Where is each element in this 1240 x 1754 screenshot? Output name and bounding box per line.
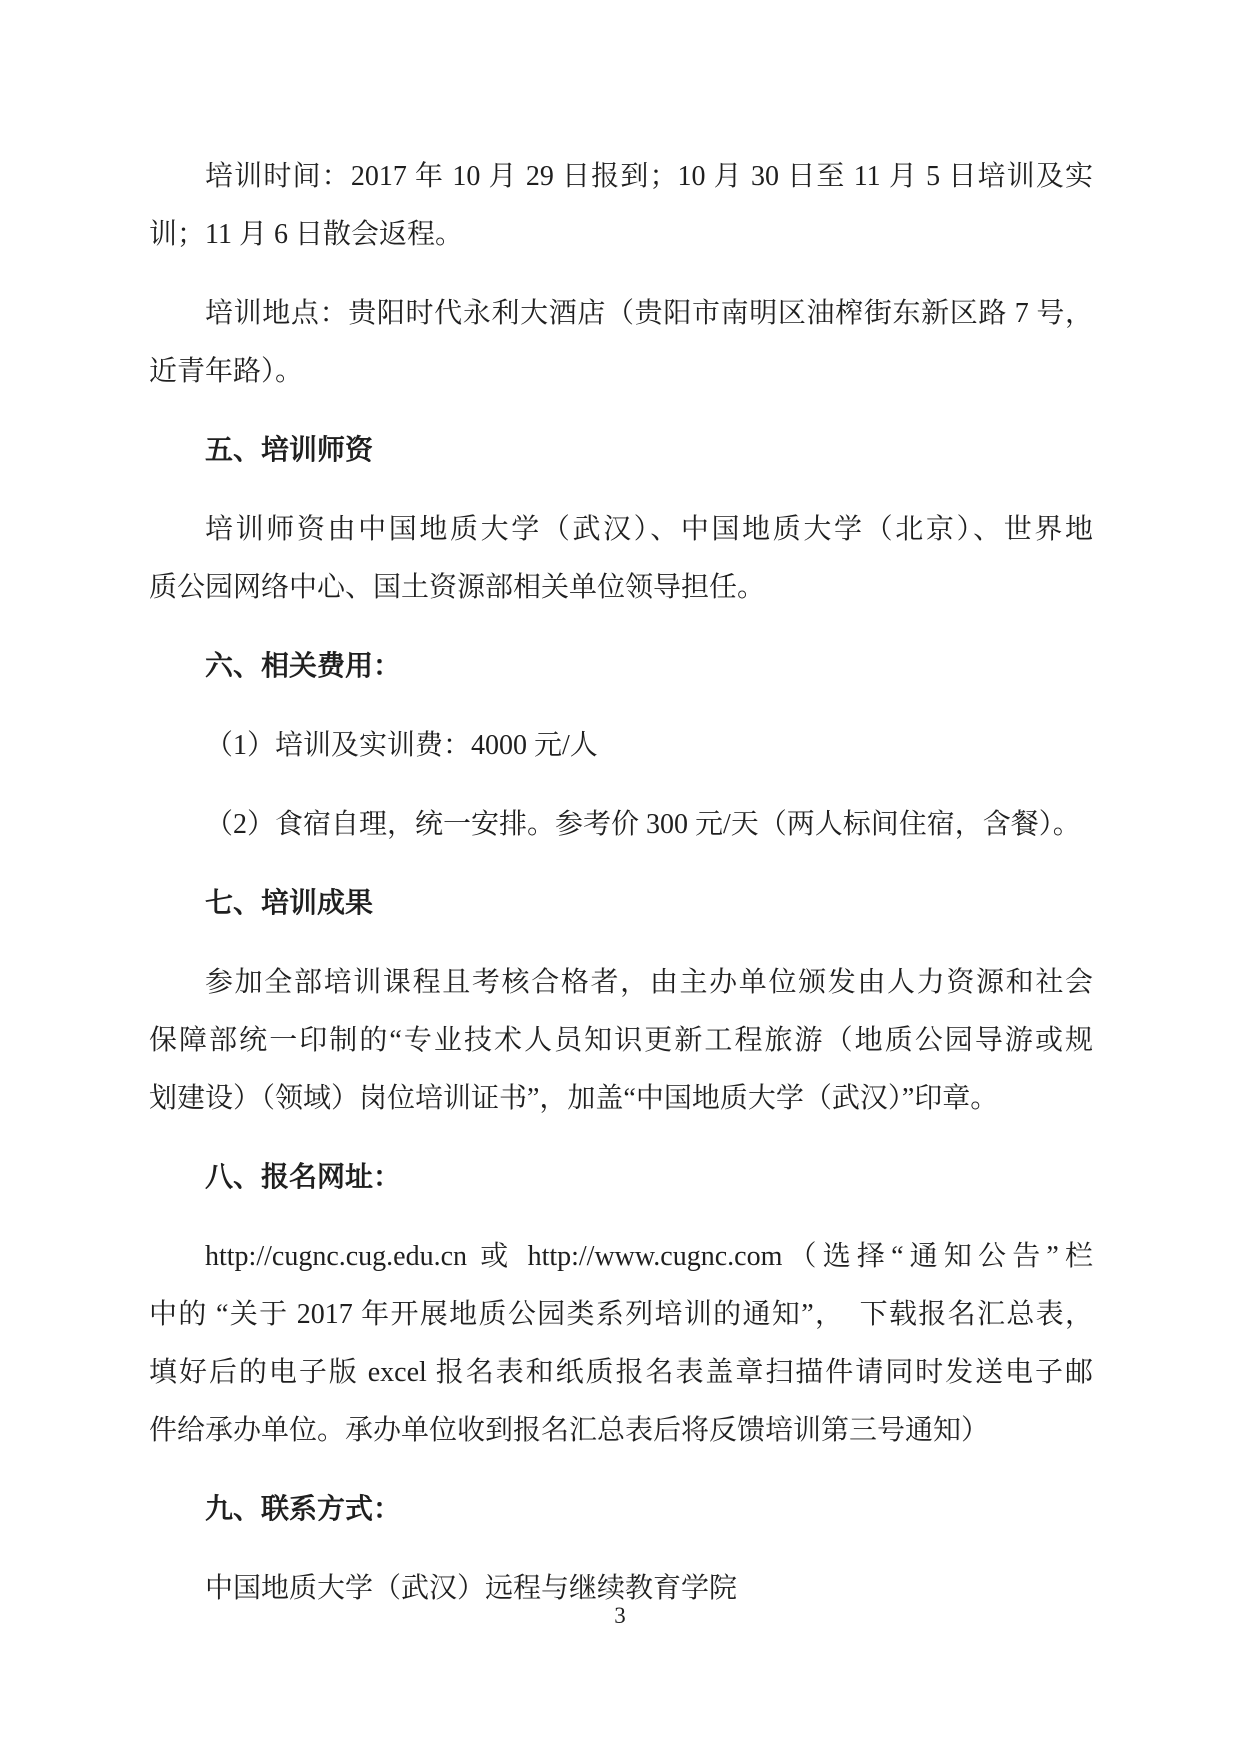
- text-line: 五、培训师资: [205, 435, 374, 466]
- text-line: 中国地质大学（武汉）远程与继续教育学院: [205, 1573, 738, 1604]
- section-heading: [149, 1149, 1093, 1207]
- text-line: 件给承办单位。承办单位收到报名汇总表后将反馈培训第三号通知）: [149, 1415, 990, 1446]
- text-line: 训；11 月 6 日散会返程。: [149, 219, 463, 250]
- text-line: 中的 “关于 2017 年开展地质公园类系列培训的通知”， 下载报名汇总表，: [149, 1299, 1093, 1330]
- text-line: 保障部统一印制的“专业技术人员知识更新工程旅游（地质公园导游或规: [149, 1025, 1093, 1056]
- text-line: 培训时间：2017 年 10 月 29 日报到；10 月 30 日至 11 月 5 日培训及实: [205, 161, 1093, 192]
- paragraph: [149, 717, 1093, 775]
- paragraph: [149, 501, 1093, 617]
- section-heading: [149, 638, 1093, 696]
- text-line: 质公园网络中心、国土资源部相关单位领导担任。: [149, 572, 766, 603]
- section-heading: [149, 422, 1093, 480]
- paragraph: [149, 285, 1093, 401]
- section-heading: [149, 875, 1093, 933]
- paragraph: [149, 796, 1093, 854]
- paragraph: [149, 954, 1093, 1128]
- text-line: http://cugnc.cug.edu.cn 或 http://www.cugnc.com（选择“通知公告”栏: [205, 1241, 1093, 1272]
- document-content: [149, 148, 1093, 1618]
- text-line: 参加全部培训课程且考核合格者，由主办单位颁发由人力资源和社会: [205, 967, 1093, 998]
- text-line: 划建设）（领域）岗位培训证书”，加盖“中国地质大学（武汉）”印章。: [149, 1083, 999, 1114]
- paragraph: [149, 148, 1093, 264]
- text-line: 填好后的电子版 excel 报名表和纸质报名表盖章扫描件请同时发送电子邮: [149, 1357, 1093, 1388]
- paragraph: [149, 1228, 1093, 1460]
- text-line: 培训地点：贵阳时代永利大酒店（贵阳市南明区油榨街东新区路 7 号，: [205, 298, 1093, 329]
- page-number: 3: [614, 1603, 626, 1628]
- text-line: （1）培训及实训费：4000 元/人: [205, 730, 598, 761]
- text-line: （2）食宿自理，统一安排。参考价 300 元/天（两人标间住宿，含餐）。: [205, 809, 1081, 840]
- text-line: 七、培训成果: [205, 888, 374, 919]
- text-line: 八、报名网址：: [205, 1162, 402, 1193]
- text-line: 培训师资由中国地质大学（武汉）、中国地质大学（北京）、世界地: [205, 514, 1093, 545]
- text-line: 九、联系方式：: [205, 1494, 402, 1525]
- section-heading: [149, 1481, 1093, 1539]
- text-line: 近青年路）。: [149, 356, 304, 387]
- text-line: 六、相关费用：: [205, 651, 402, 682]
